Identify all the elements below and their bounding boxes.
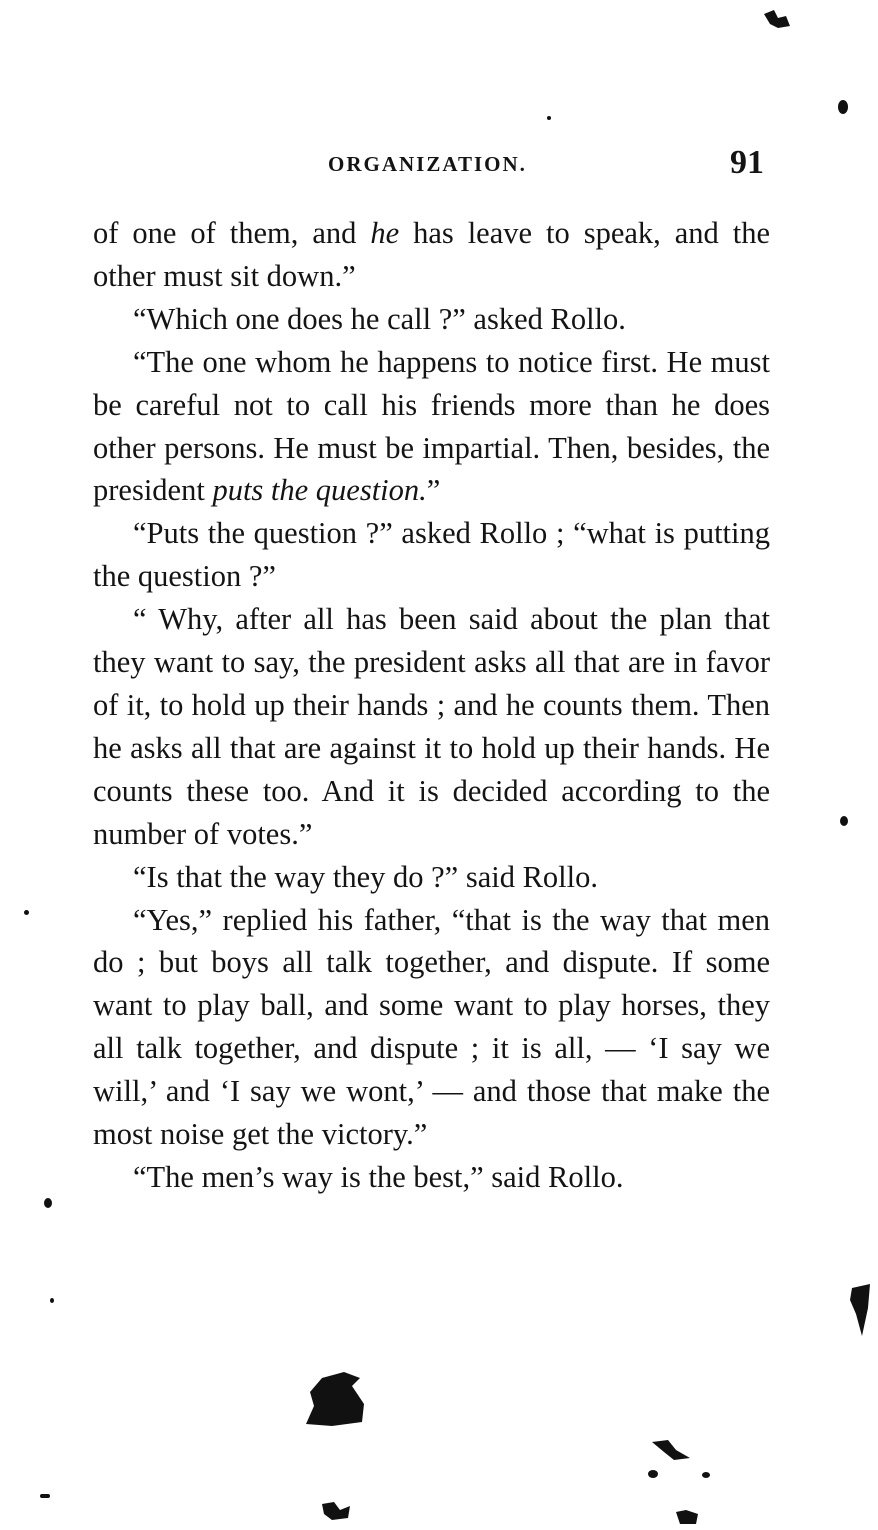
running-title: ORGANIZATION.	[328, 152, 527, 176]
paragraph	[93, 899, 770, 1156]
ink-speck-decoration	[50, 1298, 54, 1303]
ink-blot-decoration	[318, 1496, 358, 1524]
paragraph	[93, 512, 770, 598]
ink-speck-decoration	[24, 910, 29, 915]
ink-blot-decoration	[674, 1508, 704, 1528]
text-run: has leave to speak, and the other must sit down.”	[93, 216, 770, 293]
paragraph	[93, 1156, 770, 1199]
paragraph	[93, 598, 770, 855]
text-run: “ Why, after all has been said about the plan that they want to say, the president asks all that are in favor of it, to hold up their hands ; and he counts them. Then he asks all that are against it to hold up their hands. He counts these too. And it is decided according to the number of votes.”	[93, 602, 770, 851]
paragraph	[93, 856, 770, 899]
text-run: ”	[426, 473, 441, 508]
ink-speck-decoration	[840, 816, 848, 826]
paragraph	[93, 298, 770, 341]
ink-speck-decoration	[702, 1472, 710, 1478]
ink-blot-decoration	[760, 6, 800, 34]
ink-speck-decoration	[838, 100, 848, 114]
paragraph	[93, 212, 770, 298]
text-run: “Puts the question ?” asked Rollo ; “what is putting the question ?”	[93, 516, 770, 594]
italic-run: he	[370, 216, 400, 250]
ink-speck-decoration	[40, 1494, 50, 1498]
text-run: of one of them, and	[93, 216, 371, 250]
text-run: “The men’s way is the best,” said Rollo.	[133, 1159, 624, 1194]
text-run: “The one whom he happens to notice first. He must be careful not to call his friends more than he does other persons. He must be impartial. Then, besides, the president	[93, 344, 770, 508]
page-number: 91	[730, 144, 764, 181]
text-run: “Yes,” replied his father, “that is the way that men do ; but boys all talk together, and dispute. If some want to play ball, and some want to play horses, they all talk together, and dispute ; it is all, — ‘I say we will,’ and ‘I say we wont,’ — and those that make the most noise get the victory.”	[93, 902, 770, 1152]
ink-speck-decoration	[547, 116, 551, 120]
ink-speck-decoration	[44, 1198, 52, 1208]
ink-blot-decoration	[292, 1364, 376, 1434]
text-run: “Is that the way they do ?” said Rollo.	[133, 859, 599, 894]
paragraph	[93, 341, 770, 513]
ink-blot-decoration	[846, 1280, 876, 1340]
text-run: “Which one does he call ?” asked Rollo.	[133, 301, 626, 336]
italic-run: puts the question.	[212, 473, 427, 508]
body-text	[93, 212, 770, 1199]
ink-speck-decoration	[648, 1470, 658, 1478]
running-head	[0, 144, 878, 184]
ink-blot-decoration	[650, 1436, 696, 1466]
